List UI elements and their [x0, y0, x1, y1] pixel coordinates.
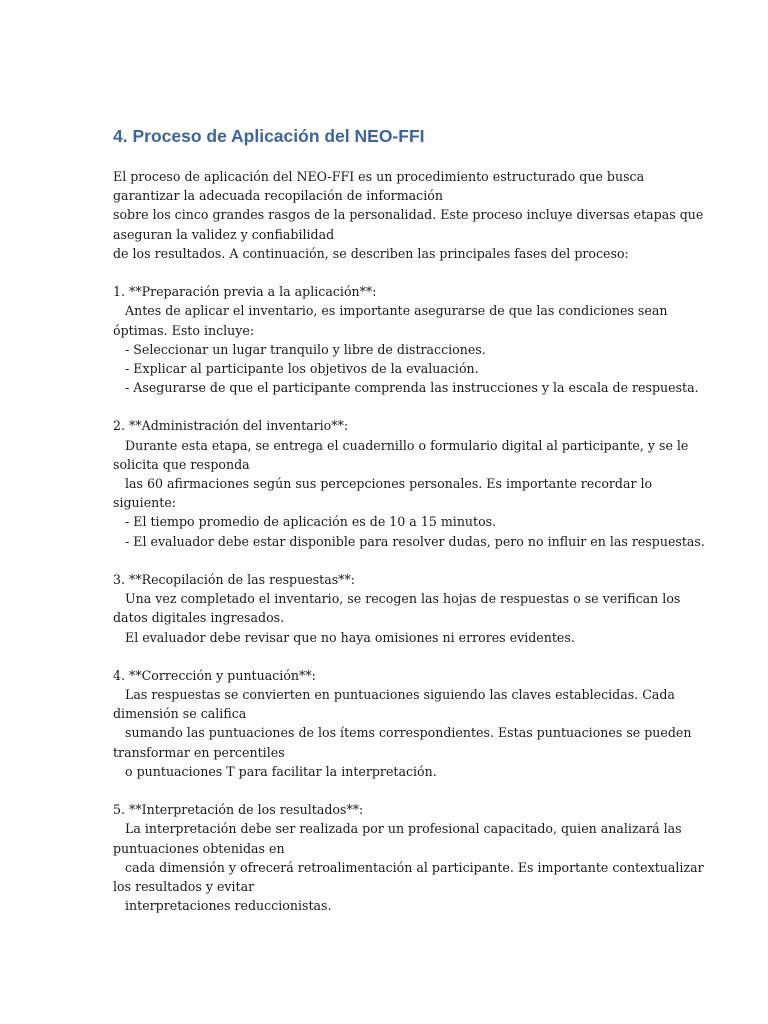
- section-line: Una vez completado el inventario, se recogen las hojas de respuestas o se verifican los: [113, 591, 681, 607]
- section-line: El evaluador debe revisar que no haya omisiones ni errores evidentes.: [113, 629, 575, 645]
- list-item: - El tiempo promedio de aplicación es de 10 a 15 minutos.: [113, 514, 497, 530]
- paragraph-gap: [113, 781, 673, 800]
- section-line: puntuaciones obtenidas en: [113, 840, 285, 856]
- section-line: transformar en percentiles: [113, 744, 285, 760]
- document-body: [113, 167, 705, 915]
- section-line: sumando las puntuaciones de los ítems correspondientes. Estas puntuaciones se pueden: [113, 725, 692, 741]
- section-line: los resultados y evitar: [113, 878, 255, 894]
- intro-line: aseguran la validez y confiabilidad: [113, 226, 335, 242]
- section-interpretacion: [113, 800, 704, 915]
- intro-paragraph: [113, 167, 704, 263]
- list-item: - Asegurarse de que el participante comprenda las instrucciones y la escala de respuesta.: [113, 380, 699, 396]
- paragraph-gap: [113, 263, 673, 282]
- section-title-line: 4. **Corrección y puntuación**:: [113, 667, 316, 683]
- section-line: interpretaciones reduccionistas.: [113, 898, 332, 914]
- section-line: Las respuestas se convierten en puntuaciones siguiendo las claves establecidas. Cada: [113, 687, 675, 703]
- section-administracion: [113, 416, 705, 550]
- section-correccion: [113, 666, 692, 781]
- intro-line: El proceso de aplicación del NEO-FFI es un procedimiento estructurado que busca: [113, 169, 645, 184]
- section-line: cada dimensión y ofrecerá retroalimentación al participante. Es importante contextualizar: [113, 859, 704, 875]
- list-item: - El evaluador debe estar disponible para resolver dudas, pero no influir en las respuestas.: [113, 533, 705, 549]
- intro-line: garantizar la adecuada recopilación de información: [113, 188, 443, 204]
- intro-line: sobre los cinco grandes rasgos de la personalidad. Este proceso incluye diversas etapas que: [113, 207, 704, 223]
- section-recopilacion: [113, 570, 681, 647]
- section-line: o puntuaciones T para facilitar la interpretación.: [113, 763, 437, 779]
- section-title-line: 1. **Preparación previa a la aplicación**:: [113, 284, 377, 300]
- section-heading: 4. Proceso de Aplicación del NEO-FFI: [113, 126, 425, 146]
- section-line: dimensión se califica: [113, 706, 247, 722]
- list-item: - Explicar al participante los objetivos de la evaluación.: [113, 360, 479, 376]
- section-line: La interpretación debe ser realizada por un profesional capacitado, quien analizará las: [113, 821, 682, 837]
- section-title-line: 3. **Recopilación de las respuestas**:: [113, 571, 355, 587]
- section-line: Durante esta etapa, se entrega el cuadernillo o formulario digital al participante, y se le: [113, 437, 689, 453]
- section-line: solicita que responda: [113, 456, 250, 472]
- section-title-line: 5. **Interpretación de los resultados**:: [113, 802, 364, 818]
- intro-line: de los resultados. A continuación, se describen las principales fases del proceso:: [113, 245, 629, 261]
- section-line: datos digitales ingresados.: [113, 610, 285, 626]
- section-preparacion: [113, 282, 699, 397]
- section-title-line: 2. **Administración del inventario**:: [113, 418, 349, 434]
- section-line: siguiente:: [113, 495, 177, 511]
- section-line: Antes de aplicar el inventario, es importante asegurarse de que las condiciones sean: [113, 303, 668, 319]
- paragraph-gap: [113, 551, 673, 570]
- paragraph-gap: [113, 397, 673, 416]
- paragraph-gap: [113, 647, 673, 666]
- list-item: - Seleccionar un lugar tranquilo y libre de distracciones.: [113, 341, 486, 357]
- section-line: las 60 afirmaciones según sus percepciones personales. Es importante recordar lo: [113, 476, 653, 491]
- section-line: óptimas. Esto incluye:: [113, 322, 255, 338]
